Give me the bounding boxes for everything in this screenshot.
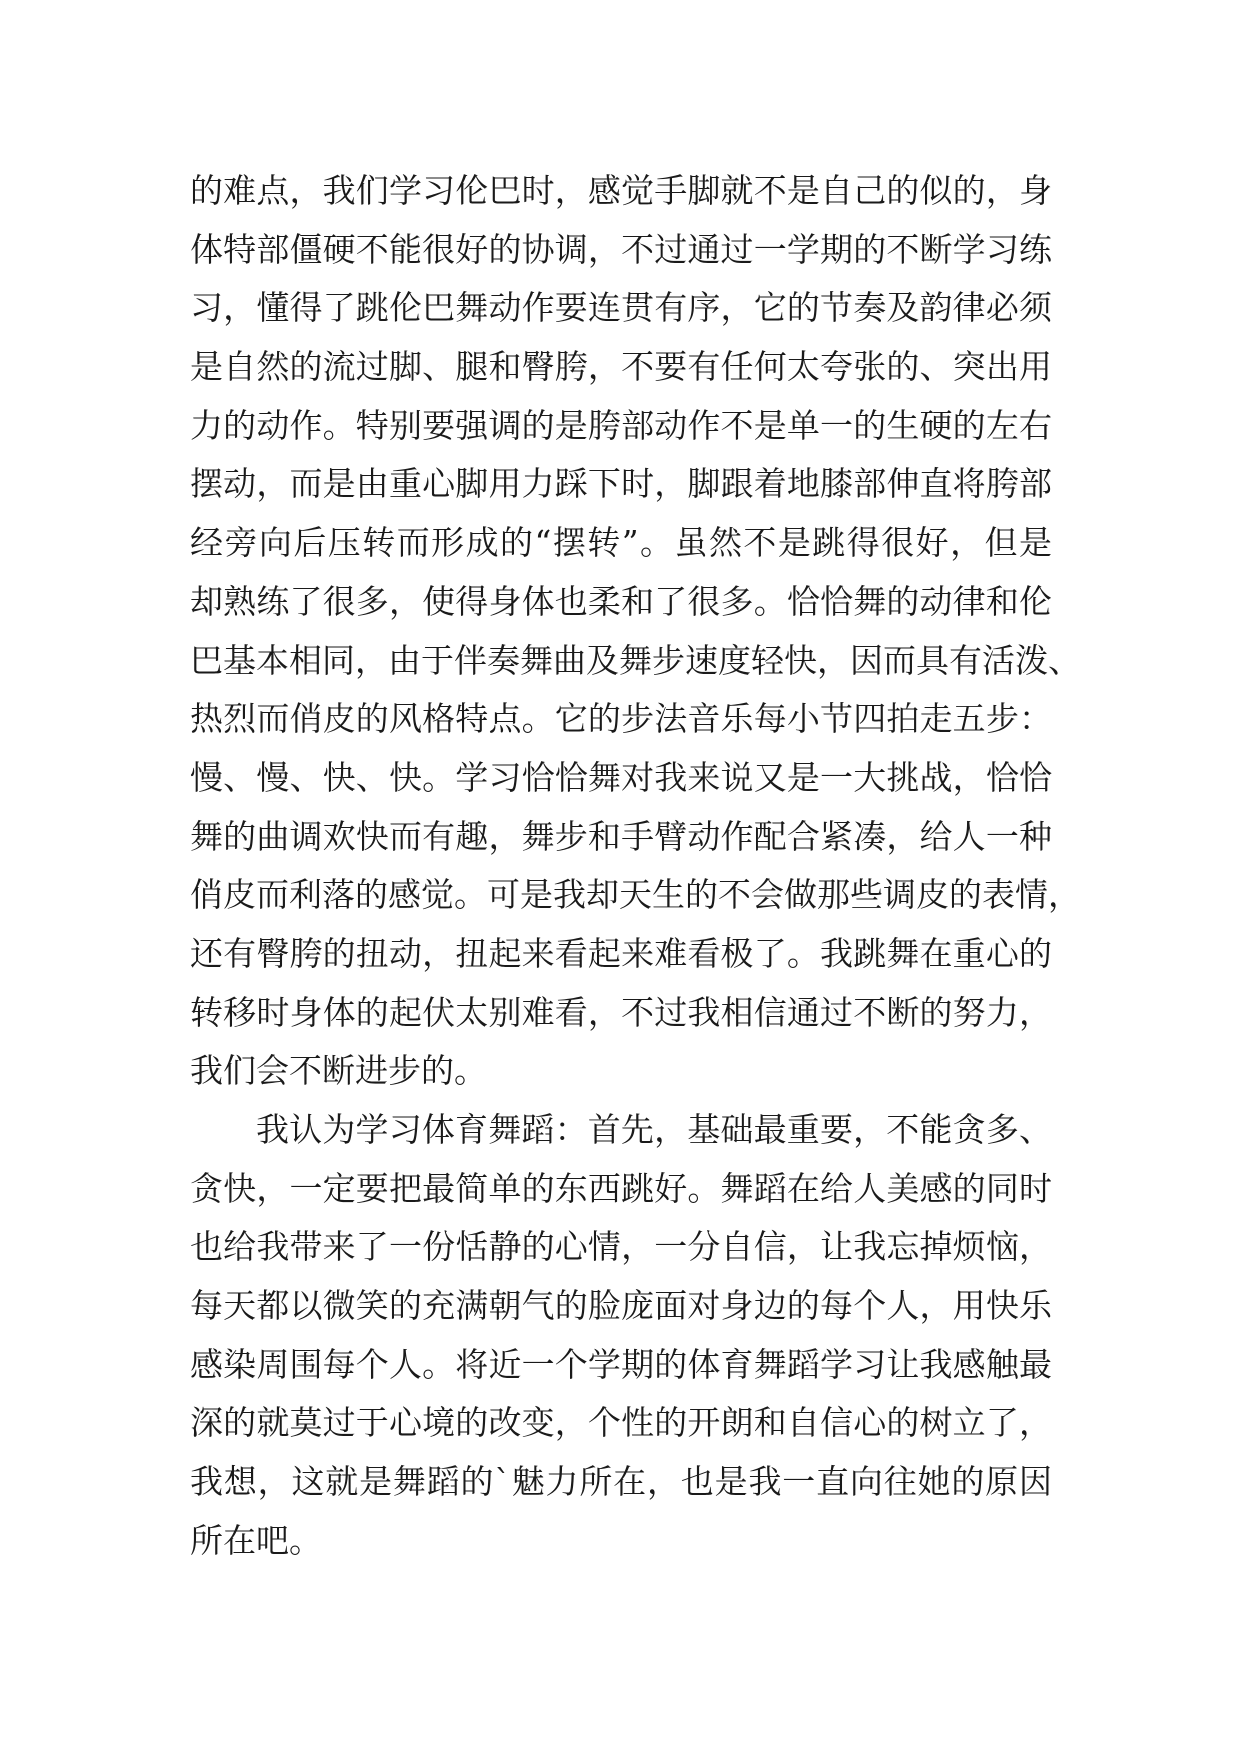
- text-line: 却熟练了很多，使得身体也柔和了很多。恰恰舞的动律和伦: [190, 581, 1052, 621]
- text-line: 习，懂得了跳伦巴舞动作要连贯有序，它的节奏及韵律必须: [190, 288, 1052, 328]
- paragraph-1: [190, 162, 1081, 1101]
- text-line: 也给我带来了一份恬静的心情，一分自信，让我忘掉烦恼，: [190, 1227, 1052, 1267]
- text-line: 每天都以微笑的充满朝气的脸庞面对身边的每个人，用快乐: [190, 1286, 1052, 1326]
- text-line: 热烈而俏皮的风格特点。它的步法音乐每小节四拍走五步：: [190, 699, 1052, 739]
- text-line: 俏皮而利落的感觉。可是我却天生的不会做那些调皮的表情，: [190, 875, 1081, 915]
- text-line: 我认为学习体育舞蹈：首先，基础最重要，不能贪多、: [256, 1110, 1052, 1149]
- text-line: 深的就莫过于心境的改变，个性的开朗和自信心的树立了，: [190, 1403, 1052, 1443]
- paragraph-2: [190, 1101, 1052, 1571]
- text-line: 还有臀胯的扭动，扭起来看起来难看极了。我跳舞在重心的: [190, 933, 1052, 973]
- text-line: 巴基本相同，由于伴奏舞曲及舞步速度轻快，因而具有活泼、: [190, 640, 1081, 680]
- text-line: 我想，这就是舞蹈的`魅力所在，也是我一直向往她的原因: [190, 1462, 1052, 1502]
- text-line: 摆动，而是由重心脚用力踩下时，脚跟着地膝部伸直将胯部: [190, 464, 1052, 504]
- text-line: 体特部僵硬不能很好的协调，不过通过一学期的不断学习练: [190, 229, 1052, 269]
- text-line: 是自然的流过脚、腿和臀胯，不要有任何太夸张的、突出用: [190, 347, 1052, 387]
- text-line: 舞的曲调欢快而有趣，舞步和手臂动作配合紧凑，给人一种: [190, 816, 1052, 856]
- text-line: 转移时身体的起伏太别难看，不过我相信通过不断的努力，: [190, 992, 1052, 1032]
- text-line: 经旁向后压转而形成的“摆转”。虽然不是跳得很好，但是: [190, 523, 1052, 563]
- text-line: 所在吧。: [190, 1520, 322, 1560]
- text-line: 我们会不断进步的。: [190, 1051, 487, 1091]
- body-text: [190, 162, 1081, 1571]
- text-line: 贪快，一定要把最简单的东西跳好。舞蹈在给人美感的同时: [190, 1168, 1052, 1208]
- text-line: 的难点，我们学习伦巴时，感觉手脚就不是自己的似的，身: [190, 171, 1052, 210]
- text-line: 感染周围每个人。将近一个学期的体育舞蹈学习让我感触最: [190, 1344, 1052, 1384]
- text-line: 力的动作。特别要强调的是胯部动作不是单一的生硬的左右: [190, 405, 1052, 445]
- text-line: 慢、慢、快、快。学习恰恰舞对我来说又是一大挑战，恰恰: [190, 757, 1052, 797]
